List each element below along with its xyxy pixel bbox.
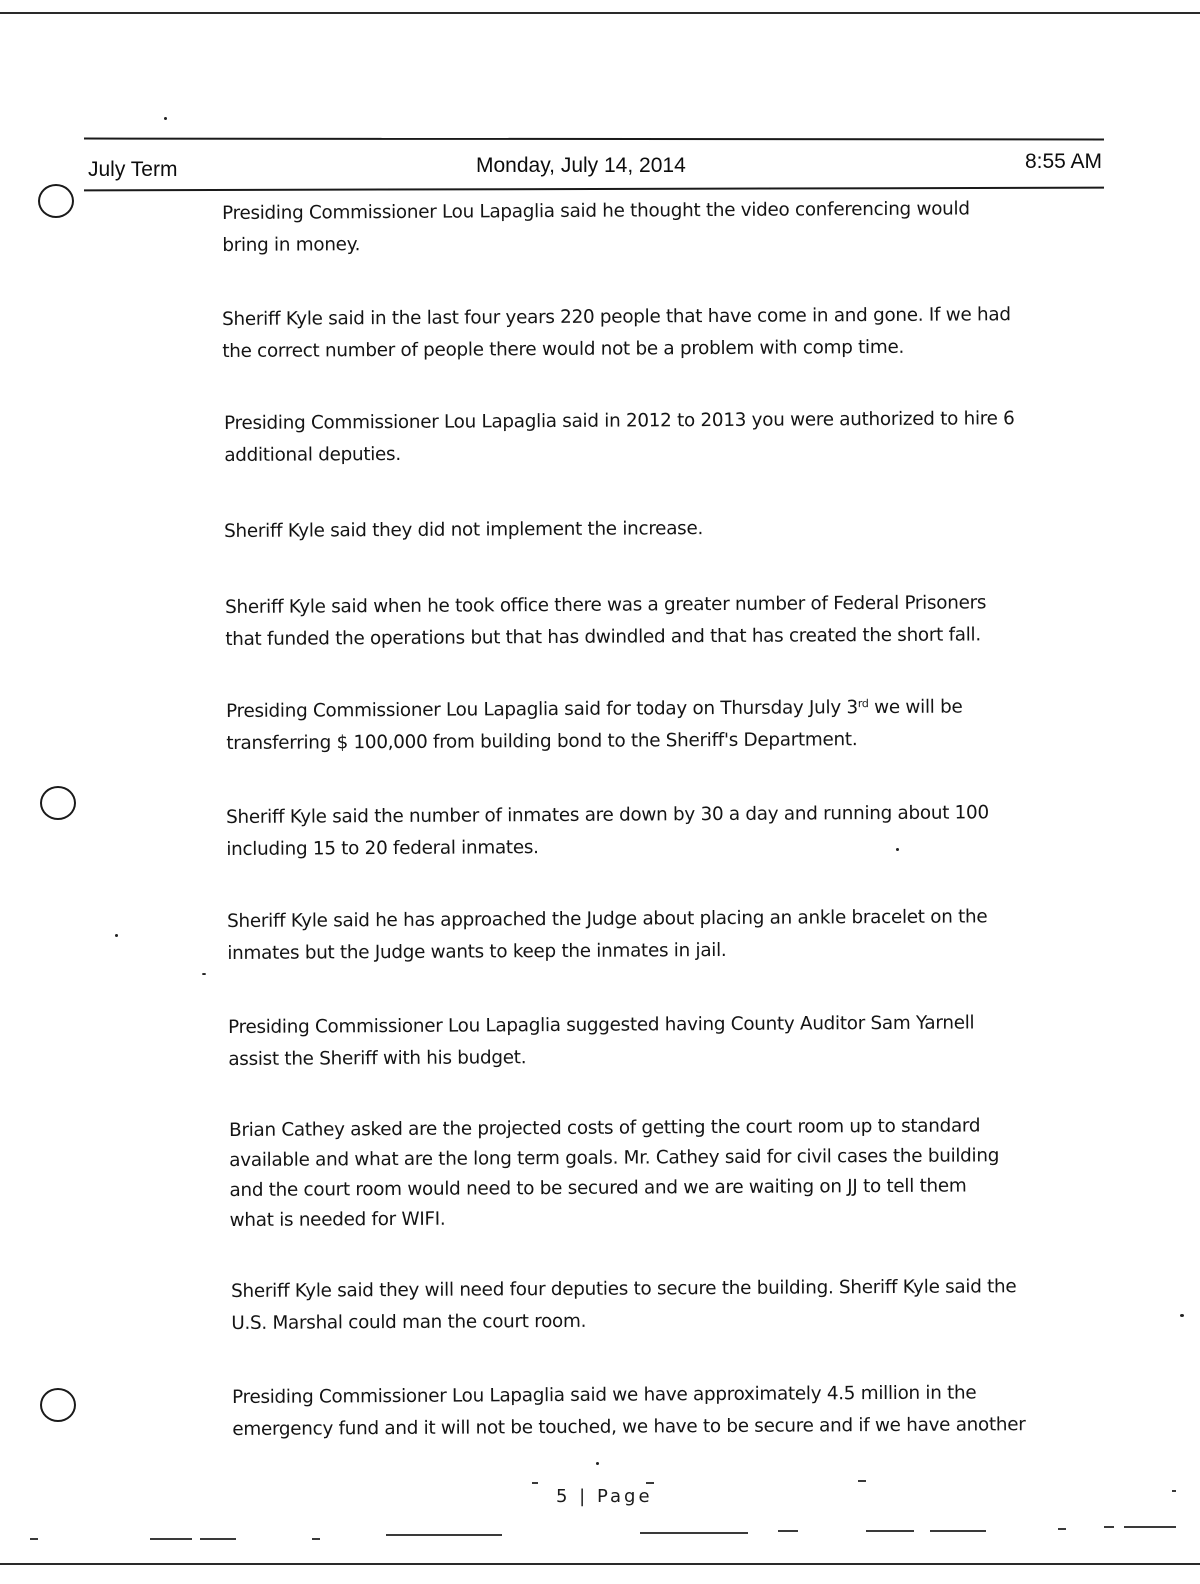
scan-mark [1172, 1490, 1176, 1492]
minutes-paragraph: Presiding Commissioner Lou Lapaglia suggested having County Auditor Sam Yarnell assist the Sheriff with his budget. [228, 1012, 975, 1070]
paragraph-text: Presiding Commissioner Lou Lapaglia said for today on Thursday July 3 [226, 697, 858, 722]
scan-mark [312, 1538, 320, 1540]
scan-mark [778, 1530, 798, 1532]
minutes-paragraph: Presiding Commissioner Lou Lapaglia said we have approximately 4.5 million in the emergency fund and it will not be touched, we have to be secure and if we have another [232, 1382, 1026, 1440]
minutes-paragraph: Presiding Commissioner Lou Lapaglia said he thought the video conferencing would bring in money. [222, 198, 970, 256]
scan-speck [596, 1462, 599, 1465]
scan-speck [202, 973, 206, 975]
header-time: 8:55 AM [1024, 150, 1102, 173]
scan-speck [1180, 1314, 1184, 1317]
header-term: July Term [88, 158, 178, 181]
scan-mark [646, 1482, 654, 1484]
scan-mark [532, 1482, 538, 1484]
header-date: Monday, July 14, 2014 [476, 154, 686, 177]
ordinal-suffix: rd [857, 697, 869, 711]
scan-mark [866, 1530, 914, 1532]
minutes-paragraph: Sheriff Kyle said they will need four deputies to secure the building. Sheriff Kyle said the U.S. Marshal could man the court room. [231, 1276, 1017, 1334]
minutes-paragraph: Presiding Commissioner Lou Lapaglia said in 2012 to 2013 you were authorized to hire 6 additional deputies. [224, 408, 1015, 466]
paragraph-text: transferring $ 100,000 from building bond to the Sheriff's Department. [226, 729, 858, 754]
minutes-paragraph: Brian Cathey asked are the projected costs of getting the court room up to standard available and what are the long term goals. Mr. Cathey said for civil cases the building and the court room would need to be secured and we are waiting on JJ to tell them what is needed for WIFI. [229, 1115, 1000, 1231]
scan-mark [1058, 1528, 1066, 1530]
page-number: 5 | Page [556, 1486, 653, 1507]
minutes-paragraph: Sheriff Kyle said they did not implement the increase. [224, 518, 704, 542]
scan-speck [896, 848, 899, 851]
minutes-paragraph: Sheriff Kyle said in the last four years 220 people that have come in and gone. If we had the correct number of people there would not be a problem with comp time. [222, 304, 1011, 362]
scan-speck [115, 934, 118, 937]
scan-speck [164, 117, 167, 120]
minutes-paragraph [226, 692, 963, 760]
scan-mark [640, 1532, 748, 1534]
minutes-paragraph: Sheriff Kyle said the number of inmates are down by 30 a day and running about 100 including 15 to 20 federal inmates. [226, 802, 989, 860]
scan-mark [1124, 1526, 1176, 1528]
scan-mark [386, 1534, 502, 1536]
minutes-paragraph: Sheriff Kyle said when he took office there was a greater number of Federal Prisoners that funded the operations but that has dwindled and that has created the short fall. [225, 592, 987, 650]
scan-mark [930, 1530, 986, 1532]
scan-mark [150, 1538, 192, 1540]
scan-mark [1104, 1526, 1114, 1528]
paragraph-text: we will be [868, 696, 963, 719]
minutes-paragraph: Sheriff Kyle said he has approached the Judge about placing an ankle bracelet on the inmates but the Judge wants to keep the inmates in jail. [227, 906, 988, 964]
scan-mark [858, 1480, 866, 1482]
scan-mark [30, 1538, 38, 1540]
scan-bottom-edge-line [0, 1563, 1200, 1565]
scan-mark [200, 1538, 236, 1540]
